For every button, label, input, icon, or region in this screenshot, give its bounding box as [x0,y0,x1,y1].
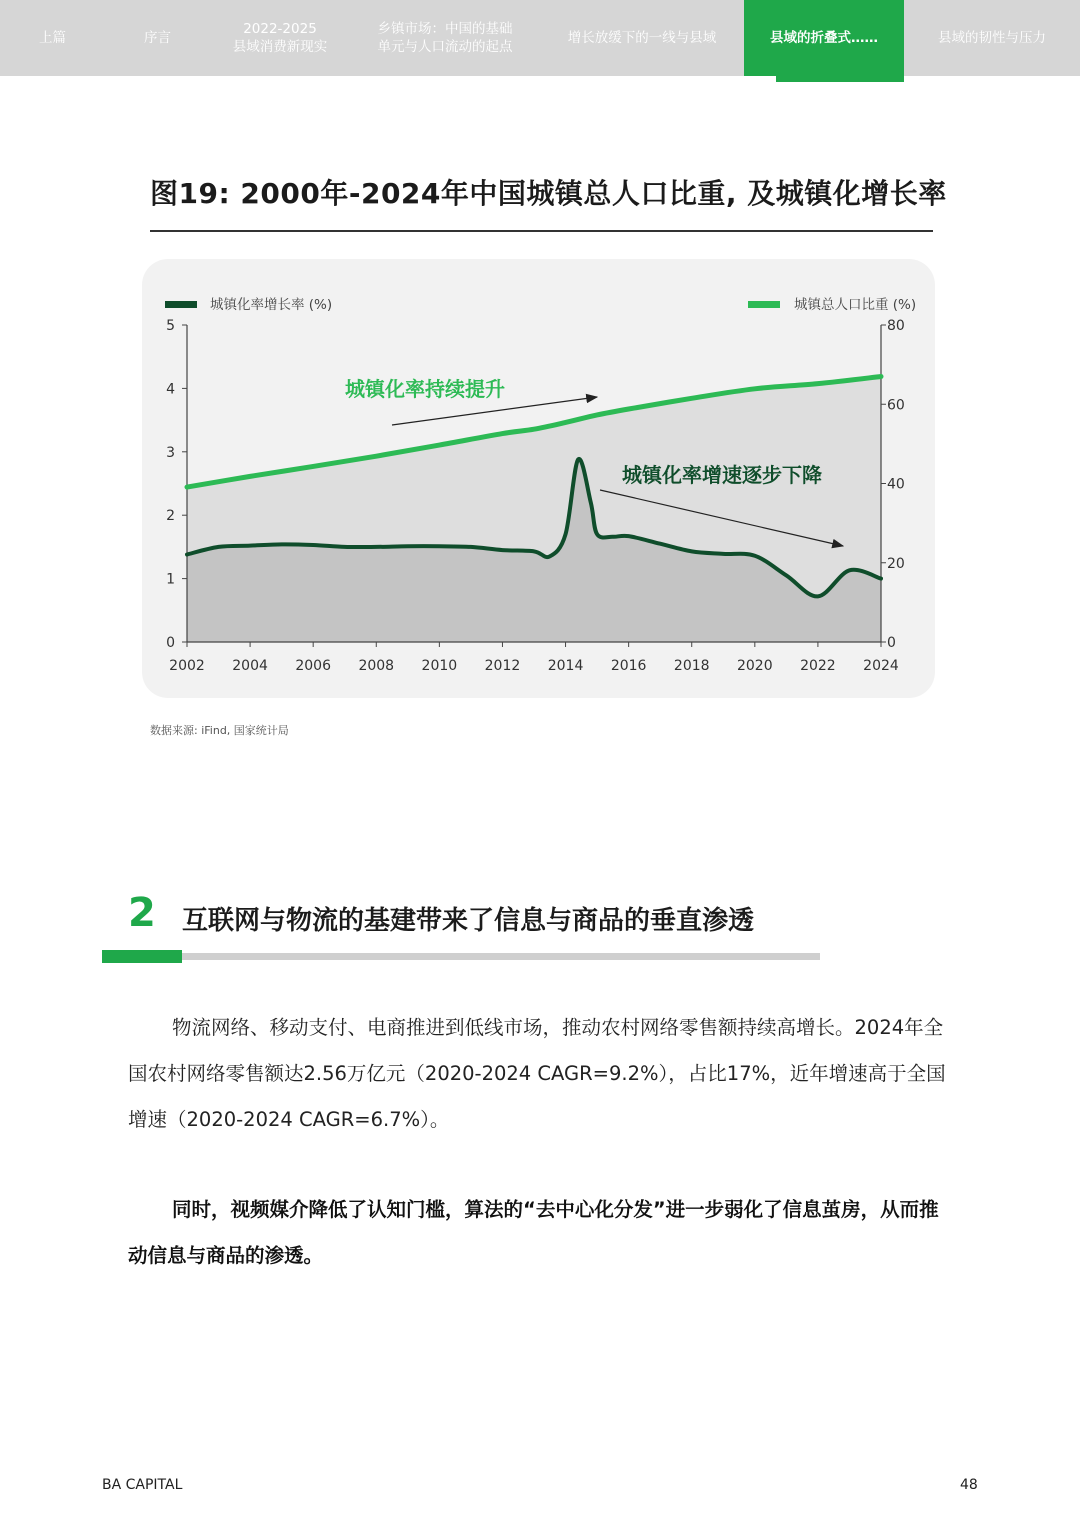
left-axis-tick-label: 0 [166,635,175,651]
x-axis-tick-label: 2008 [358,658,395,674]
section-underline-accent [102,950,182,963]
tab-label: 单元与人口流动的起点 [377,39,513,55]
x-axis-tick-label: 2004 [232,658,268,674]
section-title: 互联网与物流的基建带来了信息与商品的垂直渗透 [182,906,755,936]
tab-label: 增长放缓下的一线与县域 [567,30,717,46]
tab-label: 序言 [144,30,171,46]
tab-label: 县域的折叠式…… [770,30,878,46]
tab-label: 县域的韧性与压力 [938,30,1046,46]
legend-swatch-share [748,301,780,308]
legend-label-growth: 城镇化率增长率 (%) [210,297,333,313]
x-axis-tick-label: 2002 [169,658,205,674]
x-axis-tick-label: 2006 [295,658,332,674]
tab-label: 县域消费新现实 [232,39,328,55]
x-axis-tick-label: 2016 [610,658,647,674]
x-axis-tick-label: 2018 [673,658,710,674]
x-axis-tick-label: 2020 [736,658,773,674]
annotation-rising: 城镇化率持续提升 [345,377,505,401]
left-axis-tick-label: 2 [166,508,175,525]
right-axis-tick-label: 60 [887,397,905,414]
tab-label: 2022-2025 [243,21,317,37]
legend-label-share: 城镇总人口比重 (%) [794,297,917,313]
left-axis-tick-label: 1 [166,571,175,588]
x-axis-tick-label: 2024 [863,658,899,674]
left-axis-tick-label: 3 [166,444,175,461]
footer-brand: BA CAPITAL [102,1477,183,1493]
x-axis-tick-label: 2022 [800,658,836,674]
urbanization-chart [0,0,1080,720]
tab-label: 乡镇市场：中国的基础 [377,21,513,37]
right-axis-tick-label: 40 [887,476,905,493]
figure-title: 图19: 2000年-2024年中国城镇总人口比重, 及城镇化增长率 [150,177,947,210]
paragraph: 物流网络、移动支付、电商推进到低线市场，推动农村网络零售额持续高增长。2024年全国农村网络零售额达2.56万亿元（2020-2024 CAGR=9.2%），占比17%，近年增速高于全国增速（2020-2024 CAGR=6.7%）。 [128,1016,946,1131]
paragraph-emphasis: 同时，视频媒介降低了认知门槛，算法的“去中心化分发”进一步弱化了信息茧房，从而推动信息与商品的渗透。 [128,1198,939,1267]
section-underline [102,953,820,960]
data-source: 数据来源: iFind, 国家统计局 [150,724,289,737]
right-axis-tick-label: 0 [887,635,896,651]
annotation-slowing: 城镇化率增速逐步下降 [622,463,822,487]
left-axis-tick-label: 4 [166,381,175,398]
right-axis-tick-label: 20 [887,555,905,572]
x-axis-tick-label: 2014 [547,658,584,674]
right-axis-tick-label: 80 [887,318,905,334]
legend-swatch-growth [165,301,197,308]
tab-label: 上篇 [39,30,66,46]
x-axis-tick-label: 2012 [484,658,521,674]
section-number: 2 [128,890,156,936]
left-axis-tick-label: 5 [166,318,175,334]
page-number: 48 [960,1477,978,1493]
x-axis-tick-label: 2010 [421,658,458,674]
